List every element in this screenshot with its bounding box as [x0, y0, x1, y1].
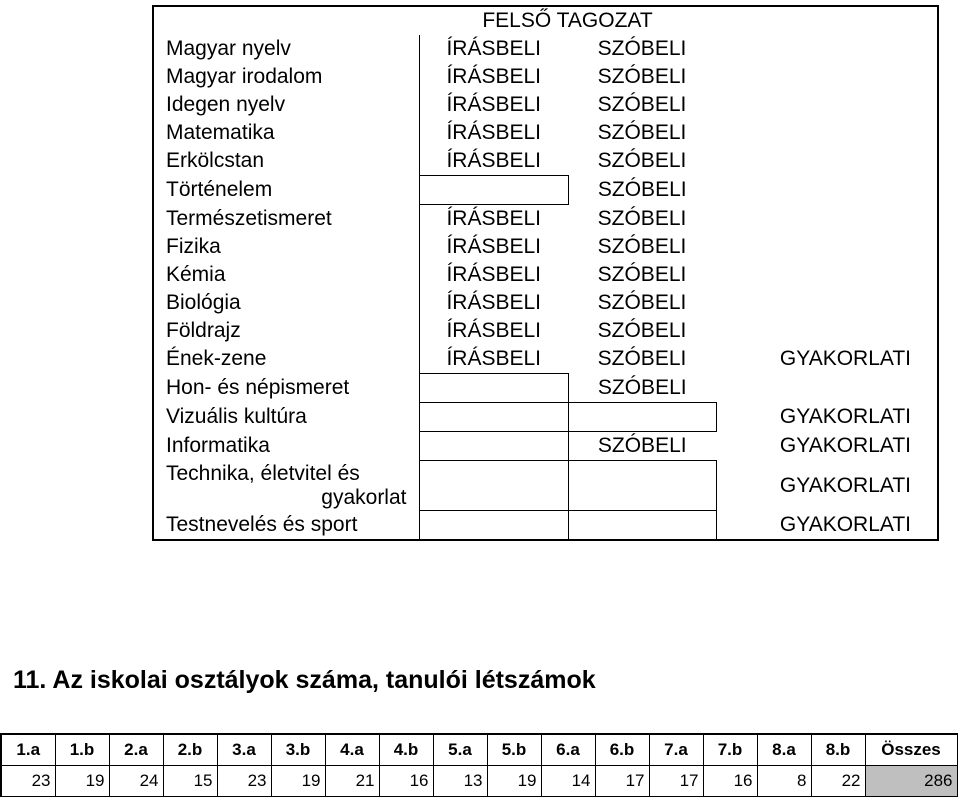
table-row [153, 511, 938, 541]
class-count: 17 [595, 766, 649, 797]
table-row [153, 63, 938, 91]
subject-name: Matematika [153, 119, 419, 147]
table-row [153, 147, 938, 176]
written-cell-empty [419, 176, 568, 205]
practical-cell [716, 261, 938, 289]
practical-cell [716, 233, 938, 261]
class-count: 16 [703, 766, 757, 797]
subject-name: Történelem [153, 176, 419, 205]
written-cell: ÍRÁSBELI [446, 207, 542, 230]
table-row [153, 35, 938, 63]
written-cell: ÍRÁSBELI [446, 347, 542, 370]
table-title: FELSŐ TAGOZAT [482, 9, 653, 32]
class-header: 1.b [55, 734, 109, 766]
subject-name-line1: Technika, életvitel és [166, 461, 360, 485]
class-count: 24 [109, 766, 163, 797]
oral-cell: SZÓBELI [597, 319, 687, 342]
subject-name: Ének-zene [153, 345, 419, 374]
practical-cell [716, 91, 938, 119]
practical-cell [716, 289, 938, 317]
practical-cell [716, 205, 938, 234]
written-cell: ÍRÁSBELI [446, 65, 542, 88]
class-count: 19 [271, 766, 325, 797]
class-count: 17 [649, 766, 703, 797]
subject-name [153, 461, 419, 511]
written-cell-empty [419, 461, 568, 511]
oral-cell: SZÓBELI [597, 65, 687, 88]
subject-name: Kémia [153, 261, 419, 289]
oral-cell-empty [568, 461, 716, 511]
class-count: 19 [487, 766, 541, 797]
written-cell: ÍRÁSBELI [446, 149, 542, 172]
class-header: 2.b [163, 734, 217, 766]
written-cell: ÍRÁSBELI [446, 121, 542, 144]
class-header: 7.b [703, 734, 757, 766]
table-row [153, 261, 938, 289]
table-row [153, 91, 938, 119]
class-header: 4.a [325, 734, 379, 766]
practical-cell [716, 35, 938, 63]
class-count: 14 [541, 766, 595, 797]
practical-cell: GYAKORLATI [779, 512, 911, 536]
table-row [153, 374, 938, 403]
table-row [153, 205, 938, 234]
practical-cell: GYAKORLATI [779, 434, 911, 457]
oral-cell: SZÓBELI [597, 206, 687, 230]
written-cell-empty [419, 403, 568, 432]
subject-name: Természetismeret [153, 205, 419, 234]
class-header: 4.b [379, 734, 433, 766]
oral-cell: SZÓBELI [597, 291, 687, 314]
oral-cell: SZÓBELI [597, 434, 687, 457]
oral-cell: SZÓBELI [597, 263, 687, 286]
subject-name: Erkölcstan [153, 147, 419, 176]
class-count: 21 [325, 766, 379, 797]
practical-cell: GYAKORLATI [779, 473, 911, 497]
table-row [153, 289, 938, 317]
subject-name: Vizuális kultúra [153, 403, 419, 432]
written-cell-empty [419, 511, 568, 541]
subjects-table [152, 5, 939, 541]
class-count: 15 [163, 766, 217, 797]
written-cell: ÍRÁSBELI [446, 263, 542, 286]
table-row [153, 176, 938, 205]
class-header: 6.b [595, 734, 649, 766]
written-cell: ÍRÁSBELI [446, 93, 542, 116]
class-header: 8.b [811, 734, 865, 766]
oral-cell: SZÓBELI [597, 178, 687, 201]
written-cell: ÍRÁSBELI [446, 37, 542, 60]
class-count: 13 [433, 766, 487, 797]
total-header: Összes [865, 734, 957, 766]
written-cell-empty [419, 374, 568, 403]
class-header: 1.a [1, 734, 55, 766]
oral-cell: SZÓBELI [597, 121, 687, 144]
subject-name-line2: gyakorlat [321, 485, 407, 509]
oral-cell-empty [568, 511, 716, 541]
table-row [153, 119, 938, 147]
subject-name: Informatika [153, 432, 419, 461]
class-header: 8.a [757, 734, 811, 766]
table-row [153, 461, 938, 511]
class-header: 5.b [487, 734, 541, 766]
class-header: 3.b [271, 734, 325, 766]
class-header: 2.a [109, 734, 163, 766]
table-row [153, 403, 938, 432]
class-header: 3.a [217, 734, 271, 766]
practical-cell [716, 176, 938, 205]
class-count-table [0, 733, 958, 797]
class-header: 6.a [541, 734, 595, 766]
class-count: 23 [217, 766, 271, 797]
class-count: 19 [55, 766, 109, 797]
oral-cell: SZÓBELI [597, 235, 687, 258]
written-cell: ÍRÁSBELI [446, 235, 542, 258]
subject-name: Fizika [153, 233, 419, 261]
subject-name: Biológia [153, 289, 419, 317]
subject-name: Földrajz [153, 317, 419, 345]
table-title-row [153, 6, 938, 35]
class-header-row [1, 734, 957, 766]
written-cell: ÍRÁSBELI [446, 319, 542, 342]
written-cell-empty [419, 432, 568, 461]
subject-name: Testnevelés és sport [153, 511, 419, 541]
table-row [153, 345, 938, 374]
class-count: 16 [379, 766, 433, 797]
oral-cell: SZÓBELI [597, 93, 687, 116]
practical-cell [716, 374, 938, 403]
practical-cell [716, 119, 938, 147]
written-cell: ÍRÁSBELI [446, 291, 542, 314]
oral-cell: SZÓBELI [597, 37, 687, 60]
oral-cell-empty [568, 403, 716, 432]
class-header: 5.a [433, 734, 487, 766]
oral-cell: SZÓBELI [597, 347, 687, 371]
subject-name: Magyar irodalom [153, 63, 419, 91]
class-values-row [1, 766, 957, 797]
class-count: 22 [811, 766, 865, 797]
practical-cell [716, 63, 938, 91]
class-count: 23 [1, 766, 55, 797]
section-heading: 11. Az iskolai osztályok száma, tanulói létszámok [13, 666, 596, 694]
table-row [153, 317, 938, 345]
subject-name: Idegen nyelv [153, 91, 419, 119]
subject-name: Magyar nyelv [153, 35, 419, 63]
practical-cell: GYAKORLATI [779, 347, 911, 371]
table-row [153, 233, 938, 261]
practical-cell: GYAKORLATI [779, 405, 911, 428]
subject-name: Hon- és népismeret [153, 374, 419, 403]
oral-cell: SZÓBELI [597, 149, 687, 173]
table-row [153, 432, 938, 461]
practical-cell [716, 147, 938, 176]
class-count: 8 [757, 766, 811, 797]
practical-cell [716, 317, 938, 345]
oral-cell: SZÓBELI [597, 375, 687, 399]
class-header: 7.a [649, 734, 703, 766]
total-count: 286 [865, 766, 957, 797]
